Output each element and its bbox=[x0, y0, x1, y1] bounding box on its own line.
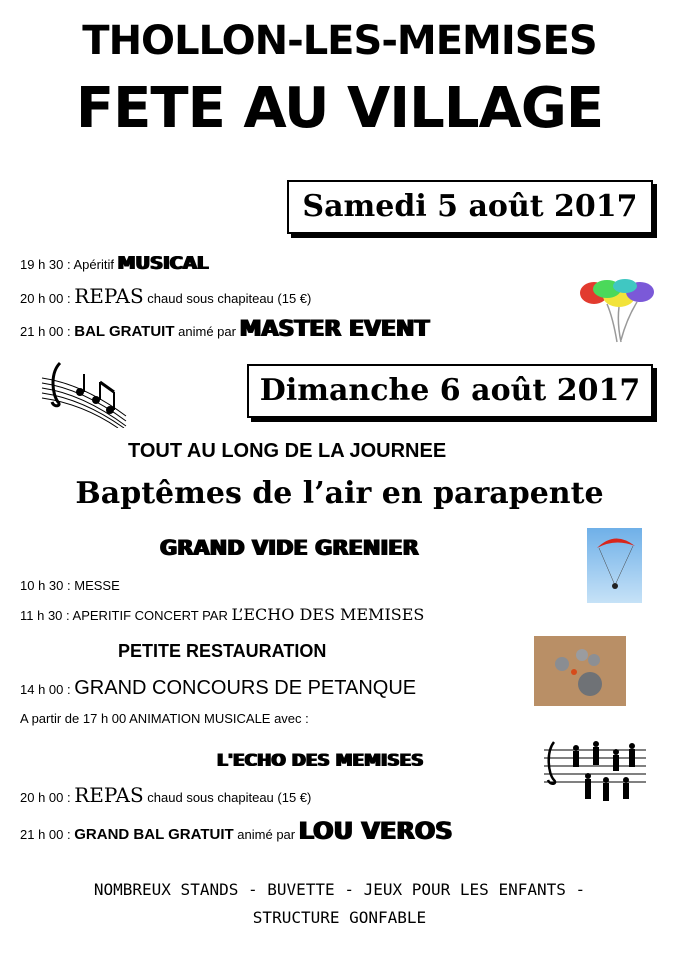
time: 10 h 30 : bbox=[20, 578, 71, 593]
sat-item-ball bbox=[20, 317, 429, 342]
label: MESSE bbox=[74, 578, 120, 593]
paragliding-heading: Baptêmes de l’air en parapente bbox=[75, 476, 604, 511]
food-heading: PETITE RESTAURATION bbox=[118, 641, 327, 661]
time: 19 h 30 : bbox=[20, 257, 71, 272]
highlight: REPAS bbox=[74, 284, 144, 308]
sun-item-mass bbox=[20, 578, 120, 593]
sat-item-aperitif bbox=[20, 253, 208, 274]
time: 20 h 00 : bbox=[20, 790, 71, 805]
sun-item-ball bbox=[20, 817, 453, 845]
highlight: MASTER EVENT bbox=[239, 317, 430, 342]
time: 21 h 00 : bbox=[20, 324, 71, 339]
time: 21 h 00 : bbox=[20, 827, 71, 842]
label: animé par bbox=[237, 827, 296, 842]
event-title: FETE AU VILLAGE bbox=[75, 76, 604, 141]
music-notes-icon bbox=[38, 358, 130, 428]
footer-line-2: STRUCTURE GONFABLE bbox=[252, 908, 427, 927]
time: 11 h 30 : bbox=[20, 608, 70, 623]
paraglider-photo bbox=[587, 528, 642, 603]
animation-line: A partir de 17 h 00 ANIMATION MUSICALE avec : bbox=[20, 711, 309, 726]
label: chaud sous chapiteau (15 €) bbox=[147, 291, 312, 306]
band-heading: L'ECHO DES MEMISES bbox=[217, 751, 424, 771]
footer-line-1: NOMBREUX STANDS - BUVETTE - JEUX POUR LES ENFANTS - bbox=[93, 880, 586, 899]
bold-label: BAL GRATUIT bbox=[74, 323, 175, 340]
highlight: LOU VEROS bbox=[298, 817, 453, 845]
saturday-date-box: Samedi 5 août 2017 bbox=[287, 180, 653, 234]
sat-item-meal bbox=[20, 284, 311, 308]
label: animé par bbox=[178, 324, 236, 339]
highlight: REPAS bbox=[74, 783, 144, 807]
petanque-balls-photo bbox=[534, 636, 626, 706]
highlight: MUSICAL bbox=[117, 253, 209, 274]
time: 14 h 00 : bbox=[20, 682, 71, 697]
label: GRAND CONCOURS DE PETANQUE bbox=[74, 677, 417, 699]
sunday-date-box: Dimanche 6 août 2017 bbox=[247, 364, 653, 418]
label: chaud sous chapiteau (15 €) bbox=[147, 790, 312, 805]
balloons-icon bbox=[577, 278, 659, 346]
sun-item-petanque bbox=[20, 677, 416, 700]
orchestra-icon bbox=[540, 734, 650, 804]
band-name: L’ECHO DES MEMISES bbox=[231, 605, 425, 624]
label: APERITIF CONCERT PAR bbox=[72, 608, 228, 623]
sun-item-aperitif bbox=[20, 605, 424, 624]
all-day-heading: TOUT AU LONG DE LA JOURNEE bbox=[128, 440, 447, 462]
bold-label: GRAND BAL GRATUIT bbox=[74, 826, 234, 843]
sun-item-meal bbox=[20, 783, 311, 807]
town-title: THOLLON-LES-MEMISES bbox=[82, 18, 597, 64]
flea-market-heading: GRAND VIDE GRENIER bbox=[160, 536, 419, 560]
label: Apéritif bbox=[73, 257, 114, 272]
time: 20 h 00 : bbox=[20, 291, 71, 306]
